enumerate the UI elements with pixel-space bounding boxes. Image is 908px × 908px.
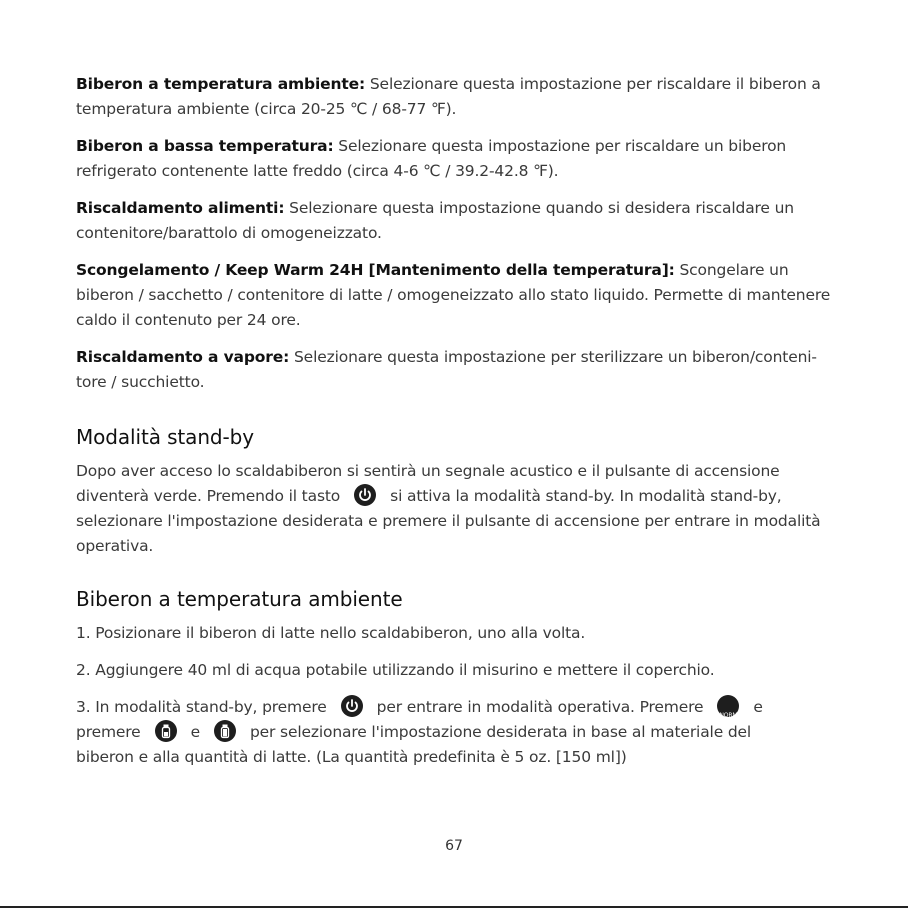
setting-food-heating <box>76 196 826 246</box>
setting-room-temp <box>76 72 826 122</box>
room-temp-heading: Biberon a temperatura ambiente <box>76 587 403 611</box>
setting-term: Riscaldamento a vapore: <box>76 348 290 366</box>
standby-text-1: Dopo aver acceso lo scaldabiberon si sentirà un segnale acustico e il pulsante di accensione diventerà verde. Premendo il tasto <box>76 462 780 505</box>
setting-term: Scongelamento / Keep Warm 24H [Mantenimento della temperatura]: <box>76 261 675 279</box>
step-3-text-c: e premere <box>76 698 763 741</box>
norm-button-icon <box>717 695 739 717</box>
standby-paragraph <box>76 459 821 559</box>
standby-heading: Modalità stand-by <box>76 425 254 449</box>
step-2: 2. Aggiungere 40 ml di acqua potabile utilizzando il misurino e mettere il coperchio. <box>76 661 715 679</box>
page-number: 67 <box>445 838 463 854</box>
step-3-text-b: per entrare in modalità operativa. Premere <box>376 698 704 716</box>
standby-text-2: si attiva la modalità stand-by. In modalità stand-by, selezionare l'impostazione desiderata e premere il pulsante di accensione per entrare in modalità operativa. <box>76 487 821 555</box>
setting-steam <box>76 345 826 395</box>
setting-term: Riscaldamento alimenti: <box>76 199 285 217</box>
bottle-icon <box>214 720 236 742</box>
power-icon <box>354 484 376 506</box>
document-body <box>76 72 846 782</box>
step-1: 1. Posizionare il biberon di latte nello scaldabiberon, uno alla volta. <box>76 624 586 642</box>
setting-text: Selezionare questa impostazione per riscaldare un biberon refrigerato contenente latte freddo (circa 4-6 ℃ / 39.2-42.8 ℉). <box>76 137 787 180</box>
step-3-text-a: 3. In modalità stand-by, premere <box>76 698 327 716</box>
step-3 <box>76 695 806 770</box>
step-3-text-e: per selezionare l'impostazione desiderata in base al materiale del biberon e alla quantità di latte. (La quantità predefinita è 5 oz. [150 ml]) <box>76 723 752 766</box>
setting-term: Biberon a bassa temperatura: <box>76 137 334 155</box>
setting-text: Selezionare questa impostazione per riscaldare il biberon a temperatura ambiente (circa 20-25 ℃ / 68-77 ℉). <box>76 75 821 118</box>
bottle-icon <box>155 720 177 742</box>
norm-label: NORM <box>719 712 738 719</box>
setting-defrost <box>76 258 848 333</box>
setting-text: Selezionare questa impostazione quando si desidera riscaldare un contenitore/barattolo di omogeneizzato. <box>76 199 794 242</box>
setting-term: Biberon a temperatura ambiente: <box>76 75 366 93</box>
setting-text: Scongelare un biberon / sacchetto / contenitore di latte / omogeneizzato allo stato liquido. Permette di mantenere caldo il contenuto per 24 ore. <box>76 261 831 329</box>
power-icon <box>341 695 363 717</box>
step-3-text-d: e <box>190 723 200 741</box>
setting-low-temp <box>76 134 826 184</box>
setting-text: Selezionare questa impostazione per sterilizzare un biberon/conteni-tore / succhietto. <box>76 348 817 391</box>
